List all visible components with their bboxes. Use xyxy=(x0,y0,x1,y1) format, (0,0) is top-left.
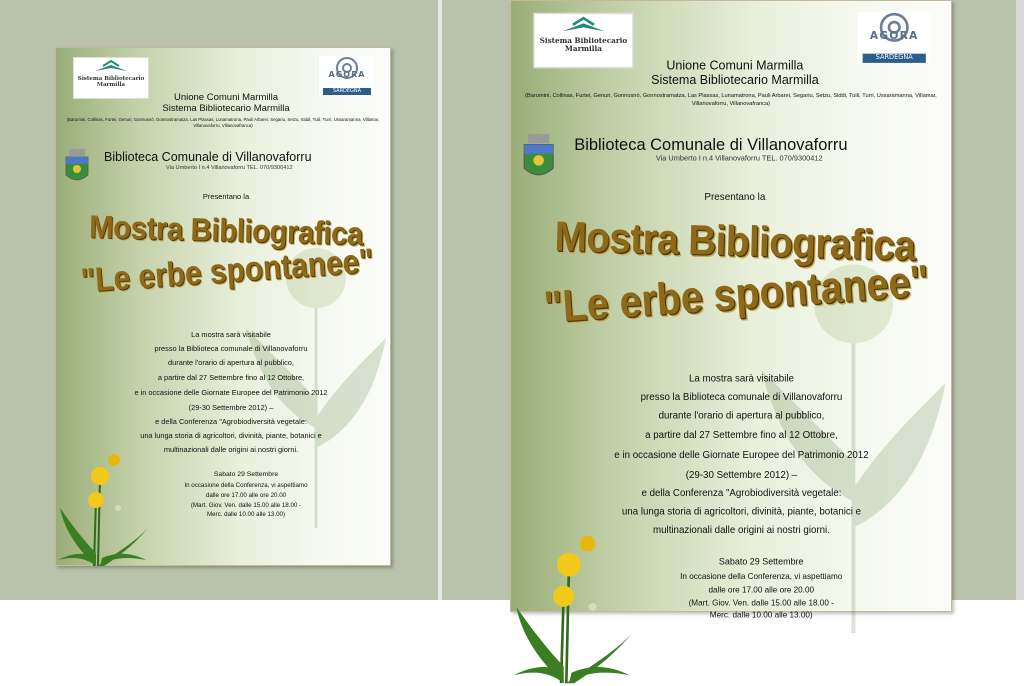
union-heading: Unione Comuni Marmilla xyxy=(666,58,804,74)
hours-line: dalle ore 17.00 alle ore 20.00 xyxy=(708,585,815,595)
body-line: e della Conferenza "Agrobiodiversità vegetale: xyxy=(155,417,307,426)
right-preview-pane xyxy=(442,0,1024,620)
municipal-crest-icon xyxy=(63,149,91,187)
body-line: multinazionali dalle origini ai nostri giorni. xyxy=(653,523,830,536)
library-address: Via Umberto I n.4 Villanovaforru TEL. 070/9300412 xyxy=(655,155,823,163)
system-heading: Sistema Bibliotecario Marmilla xyxy=(162,103,290,114)
dandelion-plant-icon xyxy=(511,528,643,686)
system-heading: Sistema Bibliotecario Marmilla xyxy=(651,73,819,88)
body-line: e della Conferenza "Agrobiodiversità vegetale: xyxy=(641,486,842,499)
body-line: presso la Biblioteca comunale di Villanovaforru xyxy=(640,390,843,403)
library-address: Via Umberto I n.4 Villanovaforru TEL. 070/9300412 xyxy=(166,165,293,171)
body-line: a partire dal 27 Settembre fino al 12 Ottobre, xyxy=(157,373,305,382)
exhibition-title: Mostra Bibliografica xyxy=(554,212,916,270)
body-line: durante l'orario di apertura al pubblico, xyxy=(658,409,825,422)
municipal-crest-icon xyxy=(520,134,557,184)
body-line: una lunga storia di agricoltori, divinità, piante, botanici e xyxy=(140,431,322,440)
body-line: presso la Biblioteca comunale di Villanovaforru xyxy=(154,344,308,353)
library-system-logo-text: Sistema Bibliotecario Marmilla xyxy=(539,37,628,54)
book-bird-icon xyxy=(91,59,131,75)
library-name: Biblioteca Comunale di Villanovaforru xyxy=(574,135,848,154)
agora-logo xyxy=(857,12,931,65)
agora-subtext: SARDEGNA xyxy=(863,54,926,63)
body-line: e in occasione delle Giornate Europee del Patrimonio 2012 xyxy=(134,388,328,397)
presents-line: Presentano la xyxy=(704,190,766,203)
exhibition-title: Mostra Bibliografica xyxy=(88,208,364,252)
hours-line: In occasione della Conferenza, vi aspettiamo xyxy=(184,482,308,489)
saturday-date: Sabato 29 Settembre xyxy=(718,558,804,568)
book-bird-icon xyxy=(557,15,610,36)
towns-list: (Barumini, Collinas, Furtei, Genuri, Gonnosnò, Gonnostramatza, Las Plassas, Lunamatrona, Pauli Arbarei, Segariu, Setzu, Siddi, Tuili, Turri, Ussaramanna, Villamar, Villanovaforru, Villanovafranca) xyxy=(525,91,937,107)
dandelion-plant-icon xyxy=(56,448,156,568)
body-line: una lunga storia di agricoltori, divinità, piante, botanici e xyxy=(621,505,862,518)
agora-subtext: SARDEGNA xyxy=(323,88,371,95)
body-line: (29-30 Settembre 2012) – xyxy=(685,468,798,481)
hours-line: (Mart. Giov. Ven. dalle 15.00 alle 18.00 - xyxy=(190,502,302,509)
library-name: Biblioteca Comunale di Villanovaforru xyxy=(104,150,312,164)
body-line: durante l'orario di apertura al pubblico, xyxy=(168,358,294,367)
poster-thumbnail[interactable] xyxy=(55,47,391,566)
hours-line: In occasione della Conferenza, vi aspettiamo xyxy=(680,572,843,582)
hours-line: Merc. dalle 10.00 alle 13.00) xyxy=(709,610,813,620)
hours-line: (Mart. Giov. Ven. dalle 15.00 alle 18.00 - xyxy=(688,598,834,609)
hours-line: Merc. dalle 10.00 alle 13.00) xyxy=(206,511,286,518)
presents-line: Presentano la xyxy=(202,192,250,201)
body-line: La mostra sarà visitabile xyxy=(191,330,271,339)
agora-text: AGORA xyxy=(328,70,366,79)
body-line: a partire dal 27 Settembre fino al 12 Ottobre, xyxy=(645,429,838,441)
towns-list: (Barumini, Collinas, Furtei, Genuri, Gonnosnò, Gonnostramatza, Las Plassas, Lunamatrona, Pauli Arbarei, Segariu, Setzu, Siddi, Tuili, Turri, Ussaramanna, Villamar, Villanovaforru, Villanovafranca) xyxy=(66,117,380,128)
left-preview-pane xyxy=(0,0,438,600)
union-heading: Unione Comuni Marmilla xyxy=(173,92,278,103)
agora-text: AGORA xyxy=(869,29,919,42)
hours-line: dalle ore 17.00 alle ore 20.00 xyxy=(205,492,287,499)
poster-content xyxy=(56,48,390,565)
body-line: La mostra sarà visitabile xyxy=(688,372,794,385)
poster-content xyxy=(511,1,951,682)
exhibition-subtitle: "Le erbe spontanee" xyxy=(79,241,375,301)
agora-logo xyxy=(319,56,375,96)
window-edge xyxy=(1016,0,1024,600)
body-line: multinazionali dalle origini ai nostri giorni. xyxy=(163,445,299,454)
library-system-logo-text: Sistema Bibliotecario Marmilla xyxy=(77,76,145,88)
body-line: e in occasione delle Giornate Europee del Patrimonio 2012 xyxy=(614,448,869,461)
saturday-date: Sabato 29 Settembre xyxy=(213,471,279,478)
exhibition-subtitle: "Le erbe spontanee" xyxy=(542,256,931,333)
poster-enlarged[interactable] xyxy=(510,0,952,620)
body-line: (29-30 Settembre 2012) – xyxy=(188,403,274,412)
